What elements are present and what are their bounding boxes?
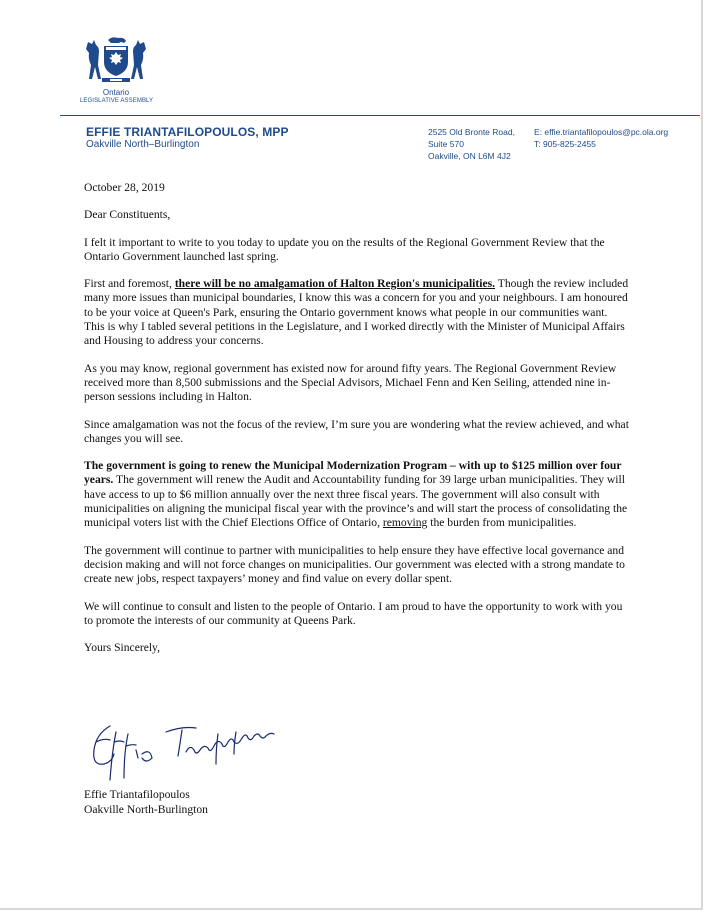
paragraph-2-emphasis: there will be no amalgamation of Halton Region's municipalities.	[174, 277, 496, 291]
signatory-name: Effie Triantafilopoulos	[84, 788, 190, 801]
closing: Yours Sincerely,	[84, 641, 161, 655]
letter-date: October 28, 2019	[84, 181, 165, 194]
logo-assembly-label: LEGISLATIVE ASSEMBLY	[80, 98, 154, 104]
paragraph-7: We will continue to consult and listen to the people of Ontario. I am proud to have the opportunity to work with you to promote the interests of our community at Queens Park.	[84, 599, 623, 627]
signatory-riding: Oakville North-Burlington	[84, 802, 208, 816]
paragraph-2-rest: Though the review included many more issues than municipal boundaries, I know this was a concern for you and your neighbours. I am honoured to be your voice at Queen's Park, ensuring the Ontario government knows what people in our communities want. This is why I tabled several petitions in the Legislature, and I worked directly with the Minister of Municipal Affairs and Housing to address your concerns.	[84, 277, 629, 348]
paragraph-5-underline: removing	[382, 516, 428, 530]
paragraph-5-rest-b: the burden from municipalities.	[427, 516, 577, 530]
letterhead-divider	[60, 115, 700, 116]
paragraph-5	[84, 459, 630, 530]
paragraph-3: As you may know, regional government has existed now for around fifty years. The Regional Government Review received more than 8,500 submissions and the Special Advisors, Michael Fenn and Ken Seiling, attended nine in-person sessions including in Halton.	[84, 361, 617, 404]
paragraph-1: I felt it important to write to you today to update you on the results of the Regional Government Review that the Ontario Government launched last spring.	[84, 235, 605, 263]
paragraph-4: Since amalgamation was not the focus of the review, I’m sure you are wondering what the review achieved, and what changes you will see.	[84, 417, 629, 445]
address-line-3: Oakville, ON L6M 4J2	[428, 151, 511, 161]
office-address	[428, 126, 515, 162]
address-line-1: 2525 Old Bronte Road,	[428, 127, 515, 137]
paragraph-5-bold: The government is going to renew the Municipal Modernization Program – with up to $125 million over four years.	[84, 459, 622, 487]
paragraph-5-rest-a: The government will renew the Audit and Accountability funding for 39 large urban municipalities. They will have access to up to $6 million annually over the next three fiscal years. The government will also consult with municipalities on aligning the municipal fiscal year with the province’s and will start the process of consolidating the municipal voters list with the Chief Elections Office of Ontario,	[84, 473, 628, 530]
logo-wordmark: Ontario	[102, 88, 130, 97]
riding-name: Oakville North–Burlington	[86, 139, 200, 150]
address-line-2: Suite 570	[428, 139, 464, 149]
salutation: Dear Constituents,	[84, 208, 171, 222]
email-address: E: effie.triantafilopoulos@pc.ola.org	[534, 127, 669, 137]
phone-number: T: 905-825-2455	[534, 139, 596, 149]
handwritten-signature	[86, 712, 300, 784]
paragraph-6: The government will continue to partner with municipalities to help ensure they have effective local governance and decision making and will not force changes on municipalities. Our government was elected with a strong mandate to create new jobs, respect taxpayers’ money and find value on every dollar spent.	[84, 543, 625, 586]
contact-info	[534, 126, 668, 150]
ontario-coat-of-arms-logo	[84, 34, 148, 86]
letter-body	[84, 181, 630, 655]
mpp-name: EFFIE TRIANTAFILOPOULOS, MPP	[86, 125, 289, 139]
signatory-block	[84, 788, 208, 817]
paragraph-2-lead: First and foremost,	[84, 277, 175, 291]
paragraph-2	[84, 277, 630, 348]
